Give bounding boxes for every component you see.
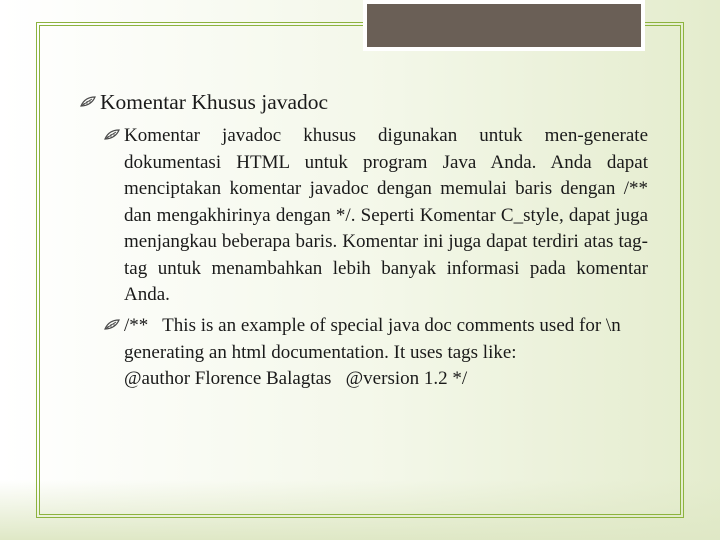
- title-placeholder-box: [363, 0, 645, 51]
- bullet-paragraph-javadoc-description: Komentar javadoc khusus digunakan untuk men-generate dokumentasi HTML untuk program Java Anda. Anda dapat menciptakan komentar javadoc dengan memulai baris dengan /** dan mengakhirinya dengan */. Seperti Komentar C_style, dapat juga menjangkau beberapa baris. Komentar ini juga dapat terdiri atas tag-tag untuk menambahkan lebih banyak informasi pada komentar Anda.: [124, 125, 648, 305]
- slide-heading: Komentar Khusus javadoc: [100, 90, 329, 114]
- bullet-paragraph-javadoc-example: /** This is an example of special java doc comments used for \n generating an html documentation. It uses tags like: @author Florence Balagtas @version 1.2 */: [124, 315, 621, 389]
- leaf-bullet-icon: [104, 129, 120, 141]
- leaf-bullet-icon: [104, 319, 120, 331]
- leaf-bullet-icon: [80, 96, 96, 108]
